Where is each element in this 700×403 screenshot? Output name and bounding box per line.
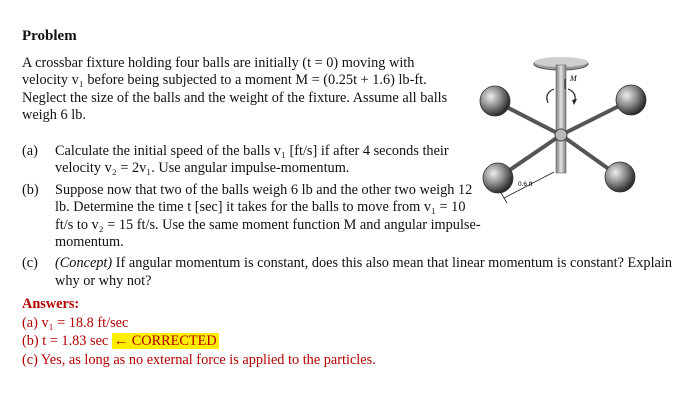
part-c-text: If angular momentum is constant, does this also mean that linear momentum is constant? Explain why or why not?	[55, 255, 673, 289]
answers-heading: Answers:	[22, 296, 80, 312]
part-c	[22, 255, 672, 290]
answer-b-row	[22, 332, 376, 351]
ball-upper-left	[480, 86, 510, 116]
part-c-label: (c)	[22, 255, 38, 272]
part-c-concept-tag: (Concept)	[55, 255, 113, 272]
ball-lower-left	[483, 163, 513, 193]
crossbar-hub	[555, 129, 567, 141]
answers-section	[22, 295, 376, 369]
moment-label: M	[570, 74, 577, 83]
ball-upper-right	[616, 85, 646, 115]
part-b	[22, 182, 487, 252]
answer-c: (c) Yes, as long as no external force is applied to the particles.	[22, 351, 376, 368]
answer-a: (a) v₁ = 18.8 ft/sec	[22, 314, 129, 331]
part-a-text: Calculate the initial speed of the balls v₁ [ft/s] if after 4 seconds their velocity v₂ = 2v₁. Use angular impulse-momentum.	[55, 143, 449, 177]
problem-statement: A crossbar fixture holding four balls are initially (t = 0) moving with velocity v₁ before being subjected to a moment M = (0.25t + 1.6) lb-ft. Neglect the size of the balls and the weight of the fixture. Assume all balls weigh 6 lb.	[22, 55, 448, 124]
part-b-text: Suppose now that two of the balls weigh 6 lb and the other two weigh 12 lb. Determine the time t [sec] it takes for the balls to move from v₁ = 10 ft/s to v₂ = 15 ft/s. Use the same moment function M and angular impulse-momentum.	[55, 181, 481, 251]
part-a-label: (a)	[22, 143, 38, 159]
problem-title: Problem	[22, 28, 77, 44]
length-label: 0.6 ft	[518, 181, 533, 188]
crossbar-figure	[468, 55, 668, 230]
answer-b: (b) t = 1.83 sec	[22, 333, 109, 349]
ball-lower-right	[605, 162, 635, 192]
corrected-highlight: ← CORRECTED	[113, 333, 217, 349]
part-a	[22, 143, 487, 178]
part-b-label: (b)	[22, 181, 39, 198]
